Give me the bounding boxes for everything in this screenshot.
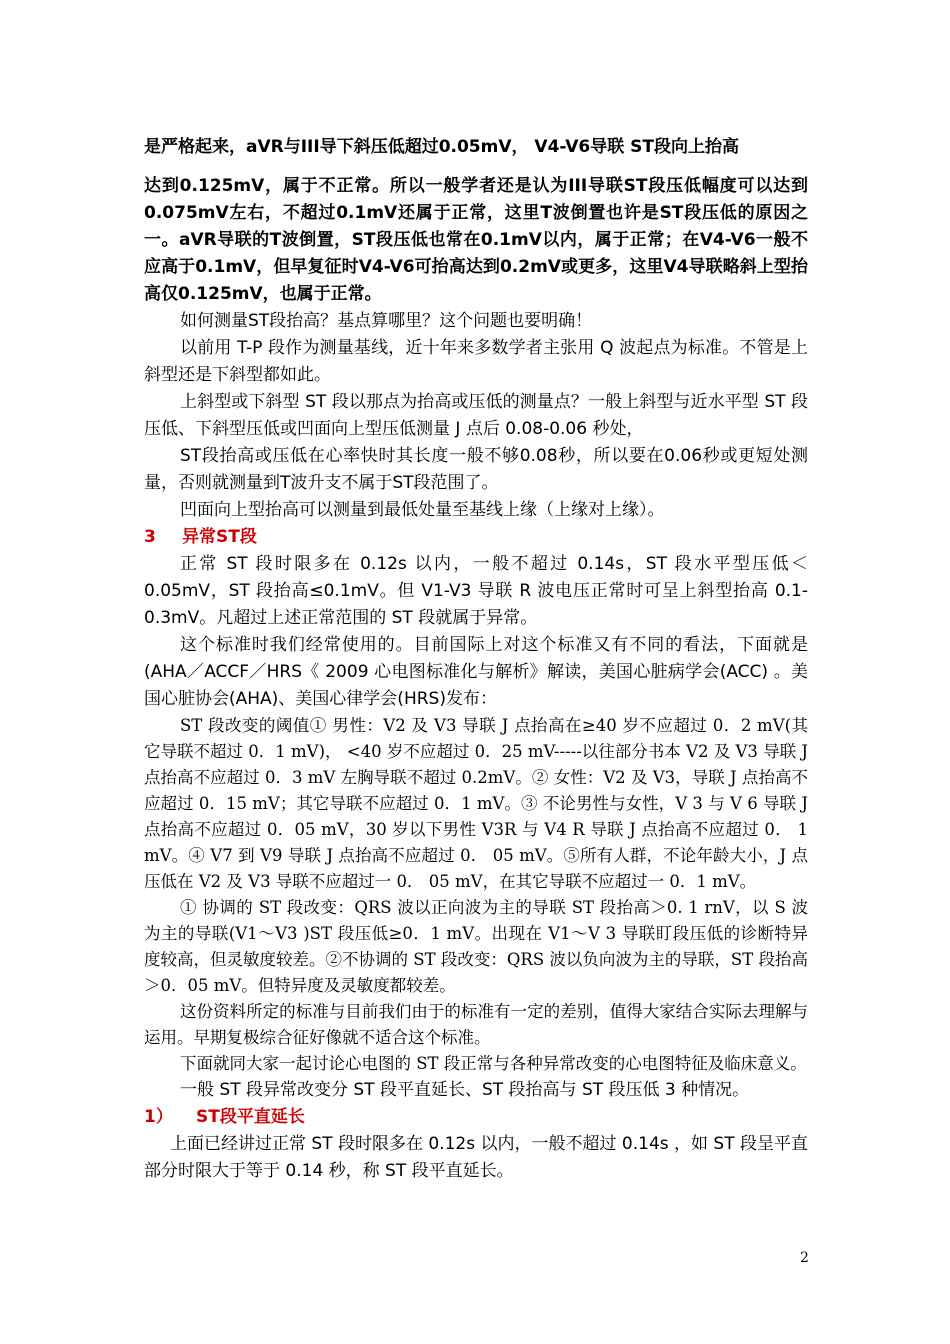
paragraph: ST 段改变的阈值① 男性：V2 及 V3 导联 J 点抬高在≥40 岁不应超过 0．2 mV(其它导联不超过 0．1 mV)， <40 岁不应超过 0．25 mV-----以往部分书本 V2 及 V3 导联 J 点抬高不应超过 0．3 mV 左胸导联不超过 0.2mV。② 女性：V2 及 V3，导联 J 点抬高不应超过 0．15 mV；其它导联不应超过 0．1 mV。③ 不论男性与女性，V 3 与 V 6 导联 J 点抬高不应超过 0．05 mV，30 岁以下男性 V3R 与 V4 R 导联 J 点抬高不应超过 0． 1 mV。④ V7 到 V9 导联 J 点抬高不应超过 0． 05 mV。⑤所有人群，不论年龄大小，J 点压低在 V2 及 V3 导联不应超过一 0． 05 mV，在其它导联不应超过一 0．1 mV。 — [144, 716, 808, 891]
section-heading — [144, 524, 808, 551]
paragraph: 达到0.125mV，属于不正常。所以一般学者还是认为III导联ST段压低幅度可以达到0.075mV左右，不超过0.1mV还属于正常，这里T波倒置也许是ST段压低的原因之一。aVR导联的T波倒置，ST段压低也常在0.1mV以内，属于正常；在V4-V6一般不应高于0.1mV，但早复征时V4-V6可抬高达到0.2mV或更多，这里V4导联略斜上型抬高仅0.125mV，也属于正常。 — [144, 176, 808, 304]
paragraph: 正常 ST 段时限多在 0.12s 以内，一般不超过 0.14s，ST 段水平型压低＜0.05mV，ST 段抬高≤0.1mV。但 V1-V3 导联 R 波电压正常时可呈上斜型抬高 0.1-0.3mV。凡超过上述正常范围的 ST 段就属于异常。 — [144, 554, 808, 628]
page-content — [144, 134, 808, 1185]
paragraph: 这个标准时我们经常使用的。目前国际上对这个标准又有不同的看法，下面就是(AHA／ACCF／HRS《 2009 心电图标准化与解析》解读，美国心脏病学会(ACC) 。美国心脏协会(AHA)、美国心律学会(HRS)发布： — [144, 635, 808, 709]
paragraph: 凹面向上型抬高可以测量到最低处量至基线上缘（上缘对上缘）。 — [180, 500, 665, 520]
paragraph: ST段抬高或压低在心率快时其长度一般不够0.08秒，所以要在0.06秒或更短处测量，否则就测量到T波升支不属于ST段范围了。 — [144, 446, 808, 493]
subsection-title: ST段平直延长 — [196, 1107, 305, 1127]
paragraph: 上面已经讲过正常 ST 段时限多在 0.12s 以内，一般不超过 0.14s ，如 ST 段呈平直部分时限大于等于 0.14 秒，称 ST 段平直延长。 — [144, 1134, 808, 1181]
paragraph: 上斜型或下斜型 ST 段以那点为抬高或压低的测量点？一般上斜型与近水平型 ST 段压低、下斜型压低或凹面向上型压低测量 J 点后 0.08-0.06 秒处， — [144, 392, 808, 439]
paragraph: 如何测量ST段抬高？基点算哪里？这个问题也要明确！ — [180, 311, 593, 331]
paragraph: 下面就同大家一起讨论心电图的 ST 段正常与各种异常改变的心电图特征及临床意义。 — [180, 1054, 807, 1073]
paragraph: 是严格起来，aVR与III导下斜压低超过0.05mV， V4-V6导联 ST段向上抬高 — [144, 137, 739, 157]
subsection-number: 1） — [144, 1107, 173, 1127]
subsection-heading — [144, 1104, 808, 1131]
paragraph: 一般 ST 段异常改变分 ST 段平直延长、ST 段抬高与 ST 段压低 3 种情况。 — [180, 1080, 750, 1100]
paragraph: 以前用 T-P 段作为测量基线，近十年来多数学者主张用 Q 波起点为标准。不管是上斜型还是下斜型都如此。 — [144, 338, 808, 385]
paragraph: ① 协调的 ST 段改变：QRS 波以正向波为主的导联 ST 段抬高＞0. 1 rnV，以 S 波为主的导联(V1～V3 )ST 段压低≥0．1 mV。出现在 V1～V 3 导联盯段压低的诊断特异度较高，但灵敏度较差。②不协调的 ST 段改变：QRS 波以负向波为主的导联，ST 段抬高＞0．05 mV。但特异度及灵敏度都较差。 — [144, 898, 808, 995]
page-number: 2 — [800, 1250, 809, 1266]
section-title: 异常ST段 — [182, 527, 257, 547]
section-number: 3 — [144, 527, 156, 547]
paragraph: 这份资料所定的标准与目前我们由于的标准有一定的差别，值得大家结合实际去理解与运用。早期复极综合征好像就不适合这个标准。 — [144, 1002, 808, 1047]
